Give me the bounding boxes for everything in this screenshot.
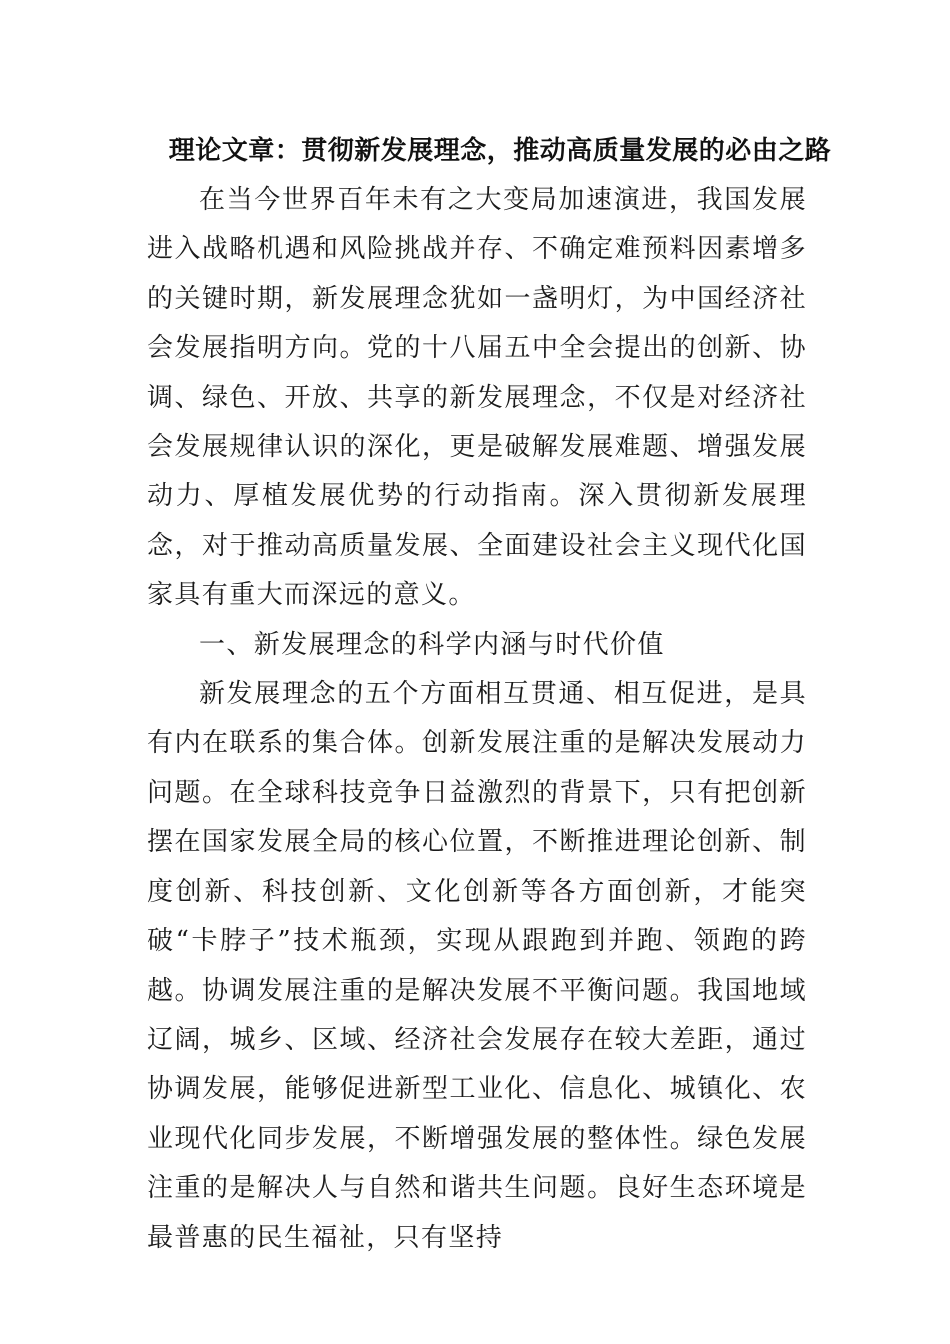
document-body [147,176,807,1263]
section-heading: 一、新发展理念的科学内涵与时代价值 [199,629,665,660]
paragraph-intro: 在当今世界百年未有之大变局加速演进，我国发展进入战略机遇和风险挑战并存、不确定难预料因素增多的关键时期，新发展理念犹如一盏明灯，为中国经济社会发展指明方向。党的十八届五中全会提出的创新、协调、绿色、开放、共享的新发展理念，不仅是对经济社会发展规律认识的深化，更是破解发展难题、增强发展动力、厚植发展优势的行动指南。深入贯彻新发展理念，对于推动高质量发展、全面建设社会主义现代化国家具有重大而深远的意义。 [147,185,807,611]
document-title: 理论文章：贯彻新发展理念，推动高质量发展的必由之路 [168,136,832,166]
paragraph-section-one: 新发展理念的五个方面相互贯通、相互促进，是具有内在联系的集合体。创新发展注重的是解决发展动力问题。在全球科技竞争日益激烈的背景下，只有把创新摆在国家发展全局的核心位置，不断推进理论创新、制度创新、科技创新、文化创新等各方面创新，才能突破“卡脖子”技术瓶颈，实现从跟跑到并跑、领跑的跨越。协调发展注重的是解决发展不平衡问题。我国地域辽阔，城乡、区域、经济社会发展存在较大差距，通过协调发展，能够促进新型工业化、信息化、城镇化、农业现代化同步发展，不断增强发展的整体性。绿色发展注重的是解决人与自然和谐共生问题。良好生态环境是最普惠的民生福祉，只有坚持 [147,679,807,1253]
